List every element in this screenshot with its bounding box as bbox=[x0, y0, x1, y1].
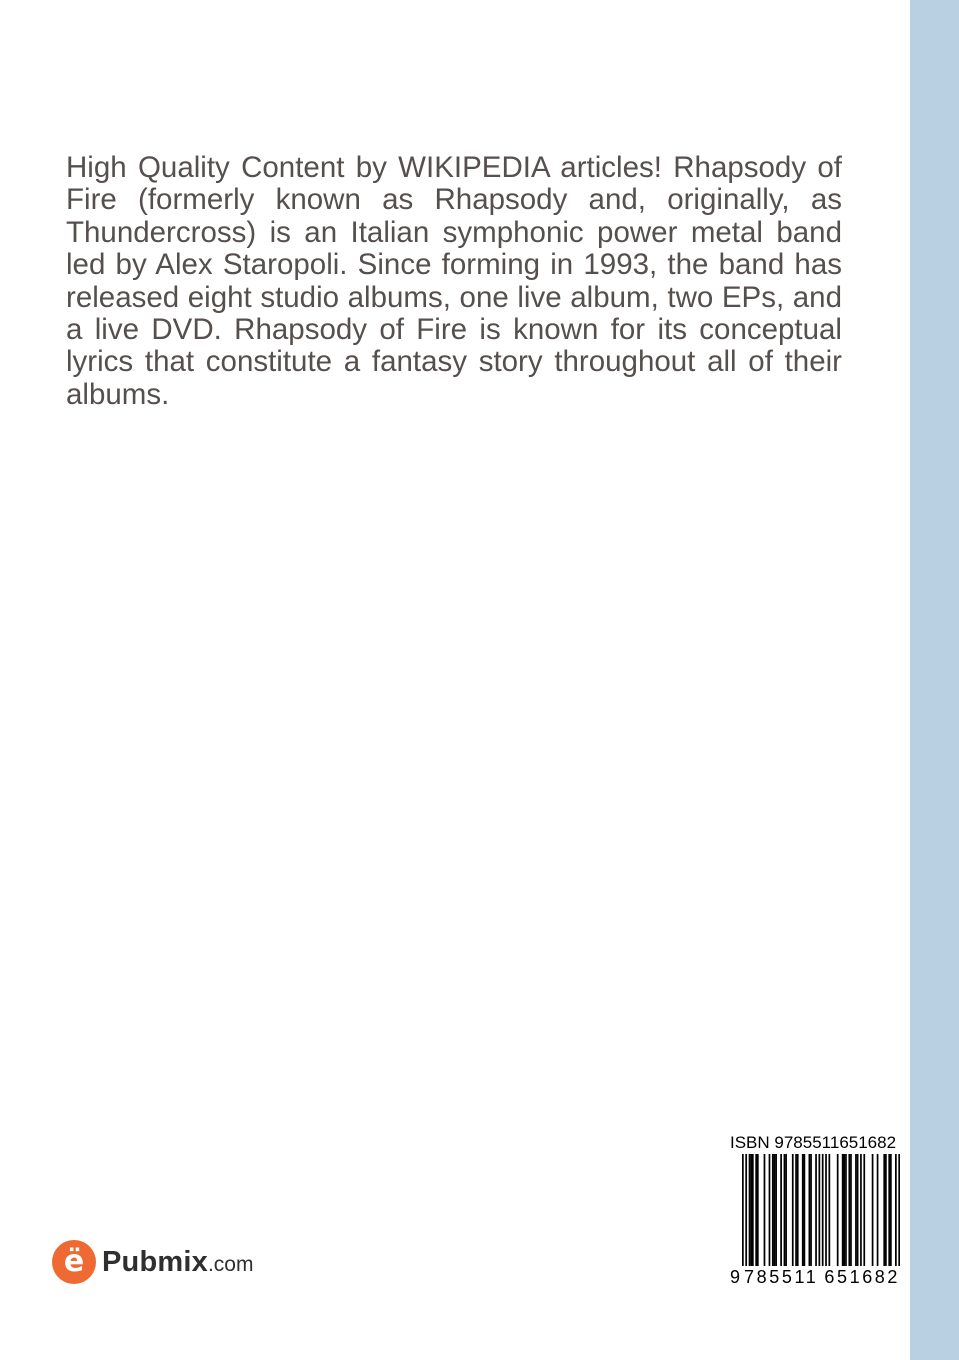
barcode-bar bbox=[883, 1154, 885, 1266]
barcode-bar bbox=[877, 1154, 879, 1266]
barcode-bar bbox=[857, 1154, 859, 1266]
barcode-bar bbox=[785, 1154, 787, 1266]
barcode-bar bbox=[774, 1154, 776, 1266]
barcode-bar bbox=[888, 1154, 890, 1266]
logo-badge-glyph: ë bbox=[63, 1244, 85, 1279]
barcode-bar bbox=[775, 1154, 777, 1266]
spine-strip bbox=[910, 0, 959, 1360]
barcode-digits bbox=[730, 1266, 900, 1288]
barcode-bar bbox=[872, 1154, 874, 1266]
barcode-bar bbox=[825, 1154, 827, 1266]
barcode-guard-bar bbox=[898, 1154, 900, 1274]
barcode-bar bbox=[784, 1154, 786, 1266]
barcode-bar bbox=[837, 1154, 839, 1266]
isbn-label: ISBN 9785511651682 bbox=[730, 1133, 897, 1152]
barcode-bar bbox=[809, 1154, 811, 1266]
barcode-bar bbox=[848, 1154, 850, 1266]
barcode-bar bbox=[890, 1154, 892, 1266]
publisher-name: Pubmix bbox=[102, 1245, 208, 1278]
pubmix-badge-icon bbox=[52, 1240, 96, 1284]
barcode-bar bbox=[885, 1154, 887, 1266]
barcode-bar bbox=[842, 1154, 844, 1266]
barcode-bar bbox=[845, 1154, 847, 1266]
barcode-guard-bar bbox=[745, 1154, 747, 1274]
barcode-bar bbox=[750, 1154, 752, 1266]
barcode-bar bbox=[769, 1154, 771, 1266]
publisher-domain: .com bbox=[207, 1253, 254, 1276]
barcode-guard-bar bbox=[819, 1154, 821, 1274]
barcode-bar bbox=[802, 1154, 804, 1266]
barcode-bar bbox=[828, 1154, 830, 1266]
barcode-bar bbox=[772, 1154, 774, 1266]
barcode-bar bbox=[815, 1154, 817, 1266]
barcode-bar bbox=[780, 1154, 782, 1266]
barcode-bar bbox=[863, 1154, 865, 1266]
barcode-bar bbox=[855, 1154, 857, 1266]
publisher-logo bbox=[52, 1240, 253, 1284]
barcode-bar bbox=[752, 1154, 754, 1266]
isbn-barcode bbox=[730, 1154, 900, 1274]
barcode-digit-first: 9 bbox=[730, 1266, 741, 1287]
barcode-digits-left: 785511 bbox=[744, 1266, 819, 1287]
barcode-bar bbox=[764, 1154, 766, 1266]
barcode-bar bbox=[797, 1154, 799, 1266]
barcode-bar bbox=[804, 1154, 806, 1266]
barcode-bar bbox=[843, 1154, 845, 1266]
barcode-bar bbox=[757, 1154, 759, 1266]
barcode-bar bbox=[795, 1154, 797, 1266]
barcode-bar bbox=[749, 1154, 751, 1266]
barcode-bar bbox=[792, 1154, 794, 1266]
barcode-bar bbox=[755, 1154, 757, 1266]
barcode-guard-bar bbox=[822, 1154, 824, 1274]
barcode-guard-bar bbox=[742, 1154, 744, 1274]
barcode-bar bbox=[810, 1154, 812, 1266]
barcode-bar bbox=[860, 1154, 862, 1266]
barcode-bar bbox=[850, 1154, 852, 1266]
barcode-guard-bar bbox=[895, 1154, 897, 1274]
back-cover-blurb: High Quality Content by WIKIPEDIA articles! Rhapsody of Fire (formerly known as Rhapsody and, originally, as Thundercross) is an Italian symphonic power metal band led by Alex Staropoli. Since forming in 1993, the band has released eight studio albums, one live album, two EPs, and a live DVD. Rhapsody of Fire is known for its conceptual lyrics that constitute a fantasy story throughout all of their albums. bbox=[66, 151, 842, 411]
barcode-digits-right: 651682 bbox=[824, 1266, 901, 1287]
